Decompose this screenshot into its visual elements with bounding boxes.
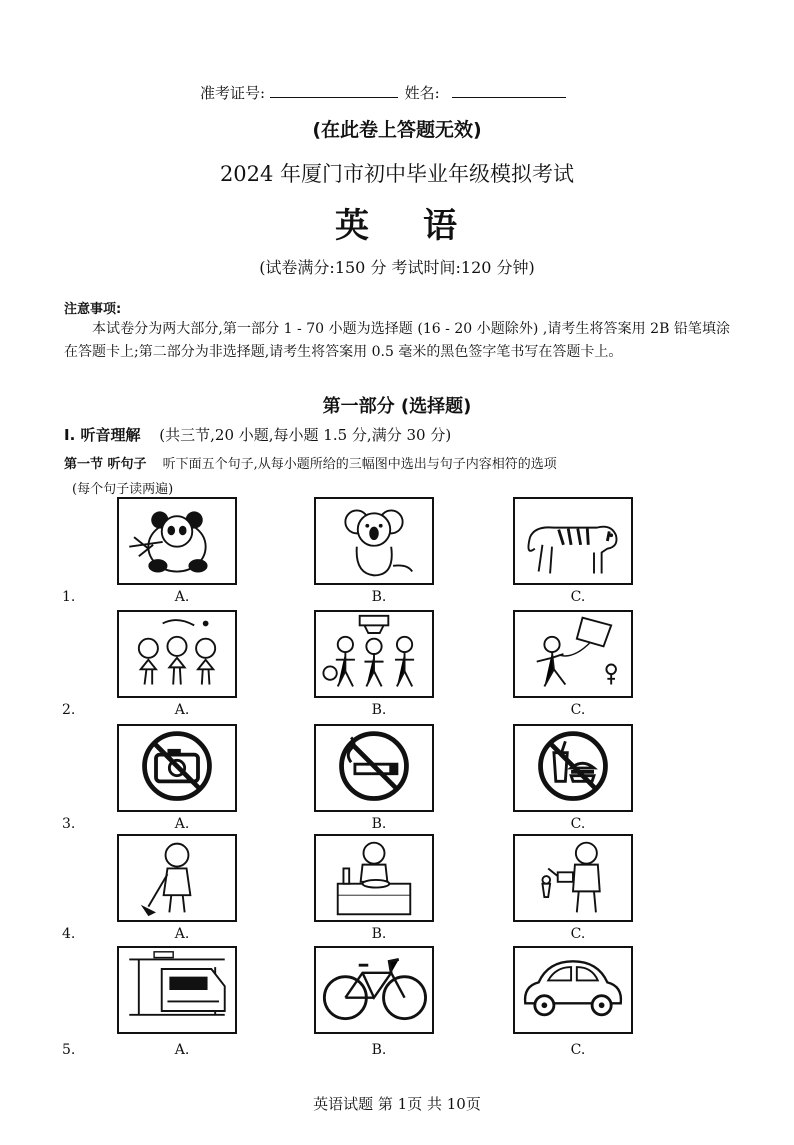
subject-char: 英 <box>335 206 371 246</box>
question-number: 4. <box>62 926 76 942</box>
notice-heading: 注意事项: <box>64 302 122 317</box>
option-label: C. <box>570 816 586 832</box>
no-smoking-icon <box>314 724 434 812</box>
exam-meta: (试卷满分:150 分 考试时间:120 分钟) <box>259 258 535 277</box>
question-number: 1. <box>62 589 76 605</box>
name-label: 姓名: <box>404 84 440 102</box>
candidate-info <box>200 82 566 103</box>
subsection-title <box>64 453 557 472</box>
option-label: B. <box>371 589 387 605</box>
sweeping-icon <box>117 834 237 922</box>
subject-title <box>0 198 794 247</box>
option-label: C. <box>570 702 586 718</box>
exam-title: 2024 年厦门市初中毕业年级模拟考试 <box>219 162 575 186</box>
option-label: A. <box>174 702 190 718</box>
subway-icon <box>117 946 237 1034</box>
watering-icon <box>513 834 633 922</box>
koala-icon <box>314 497 434 585</box>
tiger-icon <box>513 497 633 585</box>
panda-icon <box>117 497 237 585</box>
kite-flying-icon <box>513 610 633 698</box>
singing-kids-icon <box>117 610 237 698</box>
basketball-kids-icon <box>314 610 434 698</box>
question-number: 5. <box>62 1042 76 1058</box>
subsection-note: (每个句子读两遍) <box>72 482 174 497</box>
question-number: 3. <box>62 816 76 832</box>
section-title <box>64 424 451 445</box>
cooking-icon <box>314 834 434 922</box>
part-one-title: 第一部分 (选择题) <box>322 396 472 417</box>
section-desc: (共三节,20 小题,每小题 1.5 分,满分 30 分) <box>159 426 452 444</box>
option-label: C. <box>570 1042 586 1058</box>
option-label: B. <box>371 1042 387 1058</box>
option-label: A. <box>174 816 190 832</box>
option-label: A. <box>174 589 190 605</box>
option-label: B. <box>371 926 387 942</box>
option-label: C. <box>570 926 586 942</box>
no-photo-icon <box>117 724 237 812</box>
notice-text: 本试卷分为两大部分,第一部分 1 - 70 小题为选择题 (16 - 20 小题除外) ,请考生将答案用 2B 铅笔填涂在答题卡上;第二部分为非选择题,请考生将答案用 0.5 毫米的黑色签字笔书写在答题卡上。 <box>64 321 730 360</box>
option-label: B. <box>371 702 387 718</box>
option-label: A. <box>174 926 190 942</box>
name-blank <box>452 83 566 98</box>
no-food-icon <box>513 724 633 812</box>
option-label: C. <box>570 589 586 605</box>
subsection-desc: 听下面五个句子,从每小题所给的三幅图中选出与句子内容相符的选项 <box>162 457 557 472</box>
subsection-name: 第一节 听句子 <box>64 457 147 472</box>
ticket-blank <box>270 83 398 98</box>
page-footer: 英语试题 第 1页 共 10页 <box>313 1095 481 1113</box>
section-name: I. 听音理解 <box>64 426 141 444</box>
question-number: 2. <box>62 702 76 718</box>
invalid-note: (在此卷上答题无效) <box>312 119 482 141</box>
option-label: B. <box>371 816 387 832</box>
option-label: A. <box>174 1042 190 1058</box>
bicycle-icon <box>314 946 434 1034</box>
car-icon <box>513 946 633 1034</box>
subject-char: 语 <box>423 206 459 246</box>
ticket-label: 准考证号: <box>200 84 266 102</box>
